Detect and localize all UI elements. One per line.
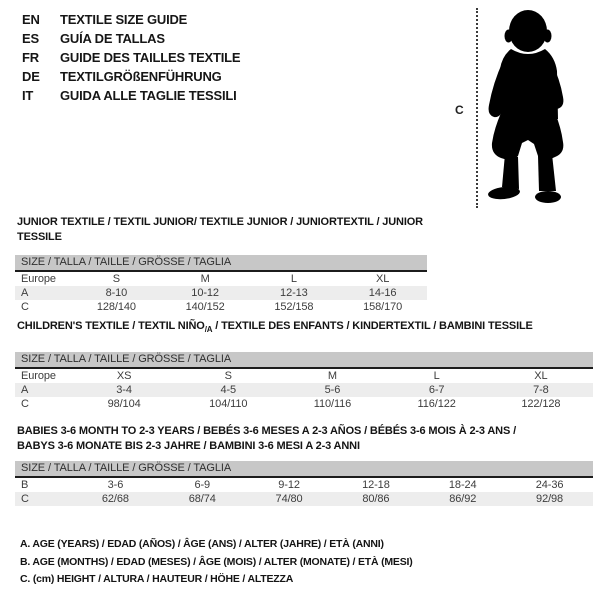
table-title: CHILDREN'S TEXTILE / TEXTIL $NIÑO_{/A}$ / TEXTILE DES ENFANTS / KINDERTEXTIL / BAMBINI TESSILE — [17, 320, 533, 335]
cell-value: 128/140 — [96, 301, 136, 313]
guide-title: TEXTILE SIZE GUIDE — [60, 12, 188, 27]
height-dotted-line — [476, 8, 478, 208]
cell-value: 92/98 — [506, 492, 593, 506]
cell-value: 158/170 — [363, 301, 403, 313]
height-measure-label: C — [455, 103, 464, 117]
size-header-row — [15, 255, 427, 271]
cell-value: 104/110 — [209, 398, 248, 411]
cell-value: 12-18 — [362, 479, 390, 491]
cell-value: 7-8 — [489, 383, 593, 397]
language-title-list — [22, 10, 240, 105]
table-row — [15, 271, 427, 286]
table-row — [15, 492, 593, 506]
measurement-legend — [20, 536, 413, 589]
cell-value: 62/68 — [72, 492, 159, 506]
cell-value: 8-10 — [72, 286, 161, 300]
children-textile-section — [15, 319, 593, 411]
cell-value: S — [112, 273, 120, 285]
cell-value: 110/116 — [313, 398, 352, 411]
cell-value: L — [433, 370, 440, 383]
legend-line-b: B. AGE (MONTHS) / EDAD (MESES) / ÂGE (MOIS) / ALTER (MONATE) / ETÀ (MESI) — [20, 555, 413, 568]
cell-value: 140/152 — [185, 301, 225, 313]
cell-value: 6-9 — [194, 479, 211, 491]
row-label: A — [15, 383, 72, 397]
language-code: DE — [22, 69, 40, 84]
size-header-row — [15, 352, 593, 368]
legend-line-c: C. (cm) HEIGHT / ALTURA / HAUTEUR / HÖHE / ALTEZZA — [20, 573, 294, 585]
cell-value: 122/128 — [521, 398, 561, 411]
cell-value: 116/122 — [417, 398, 456, 411]
guide-title: GUIDE DES TAILLES TEXTILE — [60, 50, 241, 65]
cell-value: 5-6 — [280, 383, 384, 397]
language-code: FR — [22, 50, 39, 65]
cell-value: M — [327, 370, 337, 383]
table-title: BABIES 3-6 MONTH TO 2-3 YEARS / BEBÉS 3-6 MESES A 2-3 AÑOS / BÉBÉS 3-6 MOIS À 2-3 ANS / BABYS 3-6 MONATE BIS 2-3 JAHRE / BAMBINI 3-6 MESI A 2-3 ANNI — [17, 425, 516, 452]
cell-value: 6-7 — [385, 383, 489, 397]
cell-value: 80/86 — [332, 492, 419, 506]
size-header-label: SIZE / TALLA / TAILLE / GRÖSSE / TAGLIA — [15, 352, 593, 368]
language-row — [22, 29, 240, 48]
cell-value: XL — [534, 370, 548, 383]
row-label: C — [15, 492, 72, 506]
cell-value: 3-6 — [107, 479, 124, 491]
size-header-label: SIZE / TALLA / TAILLE / GRÖSSE / TAGLIA — [15, 461, 593, 477]
table-row — [15, 477, 593, 492]
cell-value: 10-12 — [161, 286, 250, 300]
cell-value: XS — [116, 370, 132, 383]
language-row — [22, 10, 240, 29]
language-row — [22, 67, 240, 86]
size-table — [15, 352, 593, 411]
row-label: C — [21, 301, 29, 313]
size-table — [15, 255, 427, 314]
row-label: A — [15, 286, 72, 300]
baby-silhouette-image — [485, 7, 589, 209]
babies-textile-section — [15, 424, 593, 506]
cell-value: 3-4 — [72, 383, 176, 397]
guide-title: TEXTILGRÖßENFÜHRUNG — [60, 69, 222, 84]
size-header-label: SIZE / TALLA / TAILLE / GRÖSSE / TAGLIA — [15, 255, 427, 271]
cell-value: 152/158 — [274, 301, 314, 313]
cell-value: M — [200, 273, 210, 285]
cell-value: S — [224, 370, 232, 383]
size-table — [15, 461, 593, 506]
table-row — [15, 368, 593, 383]
cell-value: 18-24 — [448, 479, 477, 491]
cell-value: 14-16 — [338, 286, 427, 300]
size-header-row — [15, 461, 593, 477]
cell-value: 9-12 — [278, 479, 300, 491]
cell-value: 68/74 — [159, 492, 246, 506]
row-label: Europe — [21, 273, 56, 285]
legend-line-a: A. AGE (YEARS) / EDAD (AÑOS) / ÂGE (ANS) / ALTER (JAHRE) / ETÀ (ANNI) — [20, 538, 384, 550]
row-label: B — [21, 479, 29, 491]
junior-textile-section — [15, 215, 427, 314]
language-row — [22, 48, 240, 67]
cell-value: 74/80 — [246, 492, 333, 506]
language-code: ES — [22, 31, 39, 46]
cell-value: 12-13 — [250, 286, 339, 300]
language-code: IT — [22, 88, 34, 103]
table-row — [15, 383, 593, 397]
table-row — [15, 300, 427, 314]
cell-value: XL — [375, 273, 390, 285]
row-label: C — [21, 398, 29, 411]
cell-value: 86/92 — [419, 492, 506, 506]
cell-value: 4-5 — [176, 383, 280, 397]
table-row — [15, 397, 593, 411]
guide-title: GUIDA ALLE TAGLIE TESSILI — [60, 88, 237, 103]
cell-value: 24-36 — [535, 479, 564, 491]
table-title: JUNIOR TEXTILE / TEXTIL JUNIOR/ TEXTILE JUNIOR / JUNIORTEXTIL / JUNIOR TESSILE — [17, 216, 423, 243]
language-row — [22, 86, 240, 105]
cell-value: L — [290, 273, 297, 285]
guide-title: GUÍA DE TALLAS — [60, 31, 165, 46]
language-code: EN — [22, 12, 40, 27]
cell-value: 98/104 — [107, 398, 141, 411]
row-label: Europe — [21, 370, 56, 383]
table-row — [15, 286, 427, 300]
